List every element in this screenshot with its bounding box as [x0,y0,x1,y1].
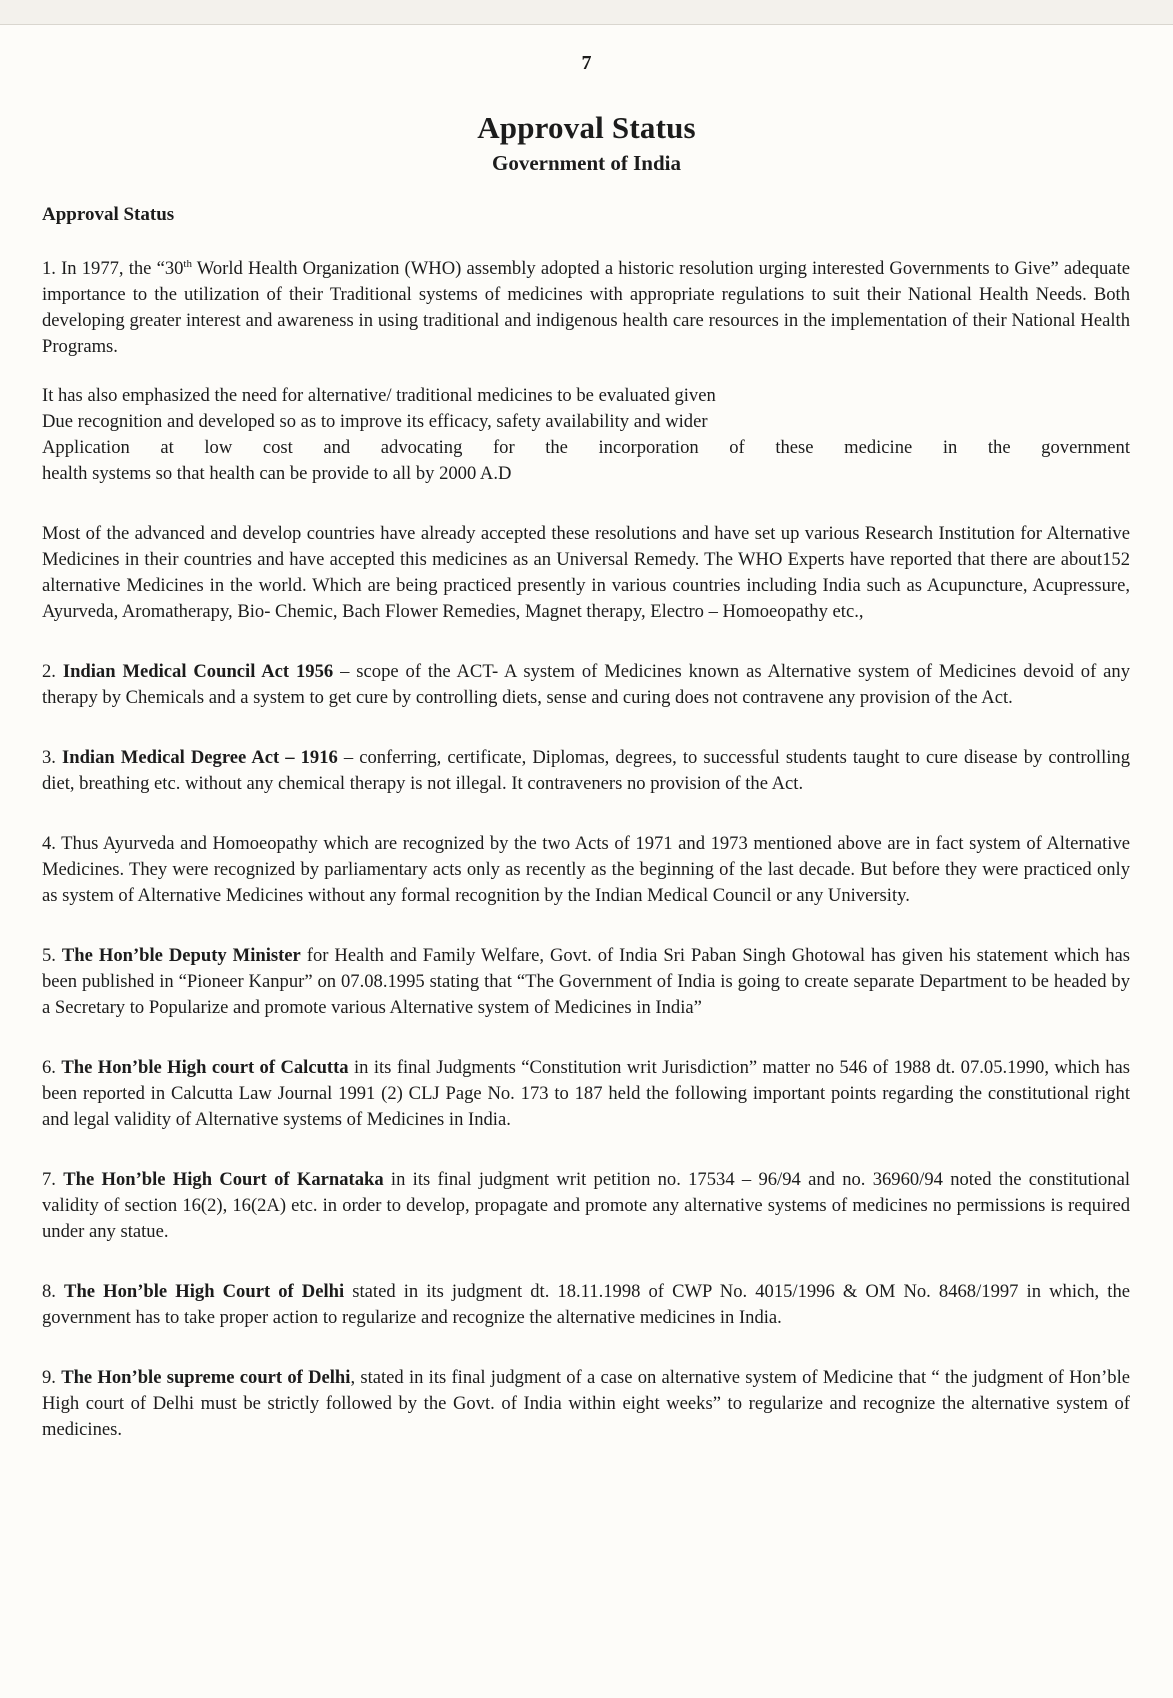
paragraph-1-start: 1. In 1977, the “30 [42,258,184,279]
page-top-edge [0,0,1173,25]
page-subtitle: Government of India [492,151,681,175]
paragraph-2-line-2: Due recognition and developed so as to improve its efficacy, safety availability and wider [42,411,708,432]
paragraph-10-text: stated in its judgment dt. 18.11.1998 of CWP No. 4015/1996 & OM No. 8468/1997 in which, the government has to take proper action to regularize and recognize the alternative medicines in India. [42,1281,1130,1328]
paragraph-9-heading: The Hon’ble High Court of Karnataka [63,1169,384,1190]
paragraph-9-number: 7. [42,1169,64,1190]
paragraph-4 [42,659,1130,711]
paragraph-7 [42,943,1130,1021]
section-heading: Approval Status [42,204,175,225]
paragraph-7-number: 5. [42,945,62,966]
paragraph-11-number: 9. [42,1367,62,1388]
paragraph-8-heading: The Hon’ble High court of Calcutta [61,1057,349,1078]
paragraph-11-text: , stated in its final judgment of a case on alternative system of Medicine that “ the judgment of Hon’ble High court of Delhi must be strictly followed by the Govt. of India within eight weeks” to regularize and recognize the alternative system of medicines. [42,1367,1131,1440]
paragraph-9 [42,1167,1130,1245]
paragraph-4-number: 2. [42,661,63,682]
paragraph-2-line-1: It has also emphasized the need for alternative/ traditional medicines to be evaluated given [42,385,716,406]
paragraph-2-line-3: Application at low cost and advocating for the incorporation of these medicine in the government [42,437,1130,458]
paragraph-11 [42,1365,1130,1443]
paragraph-6: 4. Thus Ayurveda and Homoeopathy which are recognized by the two Acts of 1971 and 1973 mentioned above are in fact system of Alternative Medicines. They were recognized by parliamentary acts only as recently as the beginning of the last decade. But before they were practiced only as system of Alternative Medicines without any formal recognition by the Indian Medical Council or any University. [42,833,1130,906]
paragraph-3: Most of the advanced and develop countries have already accepted these resolutions and have set up various Research Institution for Alternative Medicines in their countries and have accepted this medicines as an Universal Remedy. The WHO Experts have reported that there are about152 alternative Medicines in the world. Which are being practiced presently in various countries including India such as Acupuncture, Acupressure, Ayurveda, Aromatherapy, Bio- Chemic, Bach Flower Remedies, Magnet therapy, Electro – Homoeopathy etc., [42,523,1130,622]
paragraph-1 [42,256,1130,360]
paragraph-10-number: 8. [42,1281,65,1302]
page-title: Approval Status [477,110,696,145]
paragraph-8 [42,1055,1130,1133]
paragraph-7-text: for Health and Family Welfare, Govt. of India Sri Paban Singh Ghotowal has given his statement which has been published in “Pioneer Kanpur” on 07.08.1995 stating that “The Government of India is going to create separate Department to be headed by a Secretary to Popularize and promote various Alternative system of Medicines in India” [42,945,1131,1018]
page-number: 7 [581,52,592,74]
document-body [42,204,1130,1466]
paragraph-5-heading: Indian Medical Degree Act – 1916 [62,747,338,768]
paragraph-10 [42,1279,1130,1331]
paragraph-2-line-4: health systems so that health can be provide to all by 2000 A.D [42,463,512,484]
paragraph-5-text: – conferring, certificate, Diplomas, degrees, to successful students taught to cure disease by controlling diet, breathing etc. without any chemical therapy is not illegal. It contraveners no provision of the Act. [42,747,1130,794]
paragraph-11-heading: The Hon’ble supreme court of Delhi [61,1367,351,1388]
paragraph-4-text: – scope of the ACT- A system of Medicines known as Alternative system of Medicines devoid of any therapy by Chemicals and a system to get cure by controlling diets, sense and curing does not contravene any provision of the Act. [42,661,1130,708]
paragraph-8-number: 6. [42,1057,62,1078]
paragraph-9-text: in its final judgment writ petition no. 17534 – 96/94 and no. 36960/94 noted the constitutional validity of section 16(2), 16(2A) etc. in order to develop, propagate and promote any alternative systems of medicines no permissions is required under any statue. [42,1169,1130,1242]
paragraph-1-superscript: th [183,257,192,270]
paragraph-5 [42,745,1130,797]
paragraph-1-rest: World Health Organization (WHO) assembly adopted a historic resolution urging interested Governments to Give” adequate importance to the utilization of their Traditional systems of medicines with appropriate regulations to suit their National Health Needs. Both developing greater interest and awareness in using traditional and indigenous health care resources in the implementation of their National Health Programs. [42,258,1130,357]
paragraph-2 [42,383,1130,487]
paragraph-8-text: in its final Judgments “Constitution writ Jurisdiction” matter no 546 of 1988 dt. 07.05.1990, which has been reported in Calcutta Law Journal 1991 (2) CLJ Page No. 173 to 187 held the following important points regarding the constitutional right and legal validity of Alternative systems of Medicines in India. [42,1057,1131,1130]
paragraph-5-number: 3. [42,747,63,768]
paragraph-7-heading: The Hon’ble Deputy Minister [61,945,301,966]
paragraph-4-heading: Indian Medical Council Act 1956 [62,661,334,682]
paragraph-10-heading: The Hon’ble High Court of Delhi [64,1281,345,1302]
